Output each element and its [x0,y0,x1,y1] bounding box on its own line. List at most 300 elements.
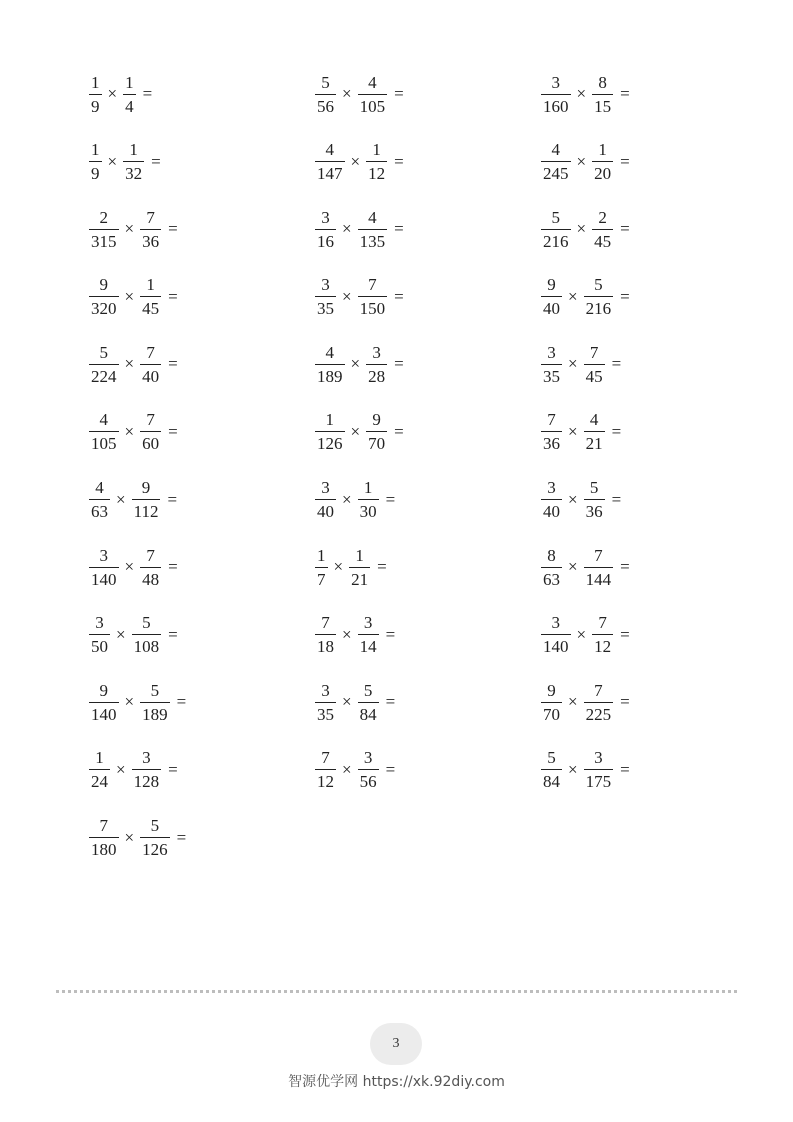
equals-sign: = [167,489,178,509]
fraction [357,614,380,655]
fraction [540,74,572,115]
fraction [88,479,111,520]
fraction [88,547,120,588]
numerator: 4 [325,140,334,160]
multiplication-problem [88,273,314,321]
denominator: 70 [366,431,387,452]
times-sign: × [568,692,578,712]
equals-sign: = [168,421,178,441]
fraction [583,749,615,790]
multiplication-problem [540,611,708,659]
fraction [131,749,163,790]
numerator: 7 [589,342,599,362]
denominator: 147 [315,161,345,182]
denominator: 9 [89,161,102,182]
times-sign: × [576,151,587,171]
equals-sign: = [620,692,630,712]
multiplication-problem [314,70,540,118]
numerator: 3 [363,613,373,633]
numerator: 3 [321,207,330,227]
fraction [591,74,614,115]
denominator: 30 [358,499,379,520]
fraction [591,614,614,655]
multiplication-problem [540,205,708,253]
times-sign: × [333,557,344,577]
denominator: 7 [315,567,328,588]
denominator: 36 [541,431,562,452]
fraction [88,344,120,385]
numerator: 1 [325,410,334,430]
denominator: 140 [541,634,571,655]
numerator: 7 [321,748,330,768]
denominator: 128 [132,769,162,790]
numerator: 3 [95,613,104,633]
denominator: 160 [541,94,571,115]
fraction [122,141,145,182]
fraction [139,344,162,385]
denominator: 16 [315,229,336,250]
denominator: 175 [584,769,614,790]
fraction [357,479,380,520]
equals-sign: = [385,759,396,779]
numerator: 9 [547,275,556,295]
fraction [88,141,103,182]
fraction [131,479,162,520]
numerator: 4 [325,342,334,362]
fraction [357,74,389,115]
fraction [88,276,120,317]
denominator: 56 [315,94,336,115]
numerator: 4 [551,140,560,160]
problem-grid [88,70,708,881]
fraction [591,209,614,250]
denominator: 63 [541,567,562,588]
fraction [540,479,563,520]
denominator: 12 [592,634,613,655]
denominator: 40 [140,364,161,385]
fraction [540,749,563,790]
times-sign: × [342,759,352,779]
denominator: 245 [541,161,571,182]
multiplication-problem [540,476,708,524]
denominator: 40 [541,499,562,520]
dotted-divider [56,990,737,993]
numerator: 4 [99,410,108,430]
times-sign: × [107,151,118,171]
denominator: 50 [89,634,110,655]
denominator: 40 [315,499,336,520]
times-sign: × [116,624,126,644]
denominator: 315 [89,229,119,250]
numerator: 5 [321,72,330,92]
times-sign: × [350,151,361,171]
fraction [540,141,572,182]
fraction [583,547,615,588]
numerator: 2 [598,207,607,227]
multiplication-problem [88,70,314,118]
denominator: 28 [366,364,387,385]
numerator: 1 [129,140,138,160]
denominator: 45 [140,296,161,317]
numerator: 4 [368,72,377,92]
fraction [139,682,171,723]
page-number-badge [370,1023,422,1065]
times-sign: × [124,219,135,239]
numerator: 1 [355,545,364,565]
fraction [122,74,137,115]
equals-sign: = [142,84,153,103]
denominator: 18 [315,634,336,655]
equals-sign: = [176,692,187,712]
numerator: 7 [547,410,556,430]
fraction [357,209,389,250]
fraction [314,276,337,317]
fraction [139,411,162,452]
numerator: 3 [551,72,560,92]
denominator: 36 [584,499,605,520]
denominator: 140 [89,702,119,723]
equals-sign: = [394,421,404,441]
multiplication-problem [88,814,314,862]
numerator: 9 [99,275,108,295]
fraction [314,209,337,250]
equals-sign: = [620,557,630,577]
multiplication-problem [314,611,540,659]
denominator: 320 [89,296,119,317]
denominator: 84 [541,769,562,790]
numerator: 7 [598,613,607,633]
denominator: 21 [349,567,370,588]
equals-sign: = [394,84,404,103]
multiplication-problem [88,476,314,524]
numerator: 5 [589,478,599,498]
fraction [88,817,120,858]
denominator: 4 [123,94,136,115]
equals-sign: = [394,286,404,306]
fraction [357,682,380,723]
numerator: 5 [99,342,108,362]
equals-sign: = [168,219,178,239]
numerator: 3 [321,680,330,700]
denominator: 14 [358,634,379,655]
denominator: 84 [358,702,379,723]
numerator: 7 [146,410,155,430]
times-sign: × [124,827,135,847]
denominator: 140 [89,567,119,588]
equals-sign: = [151,151,161,171]
denominator: 45 [592,229,613,250]
equals-sign: = [168,759,178,779]
times-sign: × [576,624,587,644]
multiplication-problem [314,746,540,794]
fraction [314,614,337,655]
denominator: 63 [89,499,110,520]
multiplication-problem [540,340,708,388]
numerator: 7 [146,207,155,227]
numerator: 1 [125,72,134,92]
equals-sign: = [394,354,404,374]
numerator: 3 [594,748,603,768]
times-sign: × [342,692,352,712]
numerator: 5 [142,613,151,633]
equals-sign: = [385,489,396,509]
fraction [348,547,371,588]
numerator: 8 [598,72,607,92]
numerator: 3 [321,275,330,295]
denominator: 189 [140,702,170,723]
denominator: 60 [140,431,161,452]
numerator: 1 [91,140,100,160]
times-sign: × [124,692,135,712]
numerator: 3 [372,342,381,362]
numerator: 7 [321,613,330,633]
fraction [591,141,614,182]
equals-sign: = [620,624,630,644]
fraction [583,479,606,520]
equals-sign: = [168,286,178,306]
fraction [583,276,615,317]
multiplication-problem [540,678,708,726]
times-sign: × [124,354,135,374]
numerator: 7 [594,680,603,700]
denominator: 24 [89,769,110,790]
times-sign: × [568,421,578,441]
multiplication-problem [88,340,314,388]
denominator: 216 [541,229,571,250]
times-sign: × [350,354,361,374]
denominator: 105 [89,431,119,452]
footer-watermark: 智源优学网 https://xk.92diy.com [288,1074,505,1090]
numerator: 3 [321,478,330,498]
multiplication-problem [540,746,708,794]
denominator: 70 [541,702,562,723]
fraction [357,276,389,317]
denominator: 126 [140,837,170,858]
fraction [88,614,111,655]
denominator: 108 [132,634,162,655]
fraction [583,411,606,452]
fraction [365,141,388,182]
equals-sign: = [385,624,396,644]
numerator: 7 [594,545,603,565]
numerator: 1 [363,478,373,498]
fraction [540,276,563,317]
equals-sign: = [168,557,178,577]
equals-sign: = [176,827,187,847]
numerator: 3 [99,545,108,565]
numerator: 1 [95,748,104,768]
numerator: 1 [372,140,381,160]
fraction [583,344,606,385]
denominator: 225 [584,702,614,723]
equals-sign: = [620,84,630,103]
numerator: 4 [589,410,599,430]
equals-sign: = [620,151,630,171]
multiplication-problem [540,408,708,456]
denominator: 135 [358,229,388,250]
times-sign: × [342,219,352,239]
numerator: 3 [547,342,556,362]
denominator: 126 [315,431,345,452]
equals-sign: = [620,286,630,306]
times-sign: × [124,557,135,577]
multiplication-problem [314,678,540,726]
numerator: 4 [368,207,377,227]
fraction [314,74,337,115]
fraction [540,411,563,452]
numerator: 8 [547,545,556,565]
equals-sign: = [385,692,396,712]
denominator: 15 [592,94,613,115]
times-sign: × [568,354,578,374]
equals-sign: = [620,219,630,239]
times-sign: × [568,557,578,577]
fraction [88,209,120,250]
fraction [139,209,162,250]
multiplication-problem [314,543,540,591]
fraction [540,547,563,588]
numerator: 9 [372,410,381,430]
multiplication-problem [540,273,708,321]
times-sign: × [342,489,352,509]
multiplication-problem [88,205,314,253]
fraction [314,411,346,452]
numerator: 1 [146,275,155,295]
times-sign: × [124,286,135,306]
denominator: 105 [358,94,388,115]
denominator: 35 [541,364,562,385]
fraction [583,682,615,723]
denominator: 20 [592,161,613,182]
denominator: 112 [132,499,161,520]
times-sign: × [568,489,578,509]
numerator: 3 [547,478,556,498]
times-sign: × [342,286,352,306]
equals-sign: = [377,557,387,577]
equals-sign: = [611,489,622,509]
denominator: 189 [315,364,345,385]
fraction [540,344,563,385]
numerator: 4 [95,478,104,498]
numerator: 7 [99,816,108,836]
multiplication-problem [314,408,540,456]
fraction [365,411,388,452]
denominator: 12 [315,769,336,790]
times-sign: × [116,489,126,509]
equals-sign: = [394,219,404,239]
denominator: 40 [541,296,562,317]
multiplication-problem [88,543,314,591]
times-sign: × [576,84,587,103]
denominator: 56 [358,769,379,790]
equals-sign: = [168,354,178,374]
fraction [314,141,346,182]
equals-sign: = [620,759,630,779]
denominator: 180 [89,837,119,858]
denominator: 35 [315,296,336,317]
fraction [139,817,171,858]
denominator: 12 [366,161,387,182]
numerator: 7 [146,545,155,565]
denominator: 45 [584,364,605,385]
numerator: 5 [150,680,160,700]
denominator: 224 [89,364,119,385]
multiplication-problem [314,273,540,321]
multiplication-problem [88,678,314,726]
multiplication-problem [314,138,540,186]
numerator: 5 [594,275,603,295]
multiplication-problem [88,138,314,186]
numerator: 9 [547,680,556,700]
numerator: 3 [142,748,151,768]
fraction [88,682,120,723]
multiplication-problem [88,611,314,659]
times-sign: × [107,84,118,103]
multiplication-problem [540,543,708,591]
numerator: 2 [99,207,108,227]
numerator: 3 [363,748,373,768]
equals-sign: = [168,624,178,644]
multiplication-problem [314,476,540,524]
denominator: 35 [315,702,336,723]
numerator: 5 [551,207,560,227]
times-sign: × [116,759,126,779]
fraction [314,682,337,723]
numerator: 5 [150,816,160,836]
equals-sign: = [611,354,622,374]
fraction [314,344,346,385]
denominator: 216 [584,296,614,317]
denominator: 21 [584,431,605,452]
multiplication-problem [314,340,540,388]
equals-sign: = [394,151,404,171]
times-sign: × [350,421,361,441]
fraction [314,479,337,520]
numerator: 7 [368,275,377,295]
numerator: 1 [317,545,326,565]
fraction [357,749,380,790]
fraction [88,411,120,452]
equals-sign: = [611,421,622,441]
denominator: 48 [140,567,161,588]
denominator: 150 [358,296,388,317]
times-sign: × [568,759,578,779]
numerator: 3 [551,613,560,633]
denominator: 9 [89,94,102,115]
multiplication-problem [314,205,540,253]
denominator: 32 [123,161,144,182]
fraction [139,276,162,317]
numerator: 9 [141,478,151,498]
numerator: 1 [598,140,607,160]
fraction [139,547,162,588]
multiplication-problem [88,408,314,456]
numerator: 9 [99,680,108,700]
multiplication-problem [540,138,708,186]
times-sign: × [576,219,587,239]
fraction [540,209,572,250]
multiplication-problem [88,746,314,794]
fraction [314,547,329,588]
fraction [88,749,111,790]
times-sign: × [342,84,352,103]
fraction [540,682,563,723]
numerator: 5 [363,680,373,700]
fraction [365,344,388,385]
fraction [88,74,103,115]
page-number: 3 [392,1036,400,1051]
denominator: 144 [584,567,614,588]
